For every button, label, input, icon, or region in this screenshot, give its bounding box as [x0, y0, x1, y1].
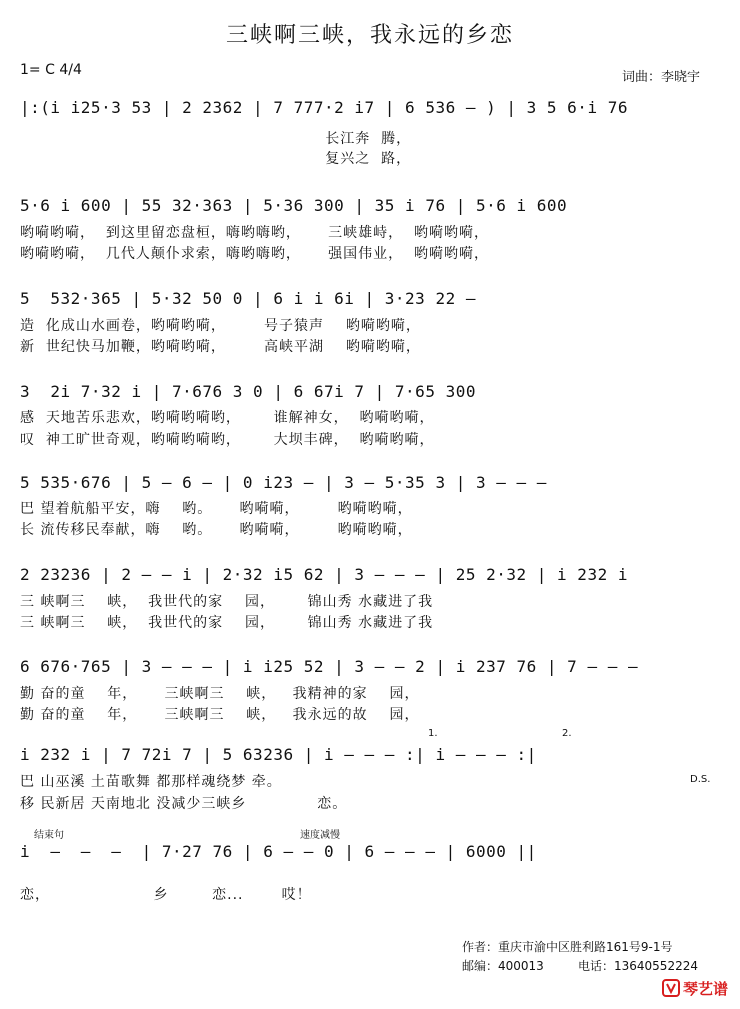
volta-2: 2. [562, 728, 572, 739]
tempo-slow-label: 速度减慢 [300, 830, 340, 841]
notation-line-8: i 232 i | 7 72i 7 | 5 63236 | i – – – :| i – – – :| [20, 745, 537, 764]
lyric-line-4b: 叹 神工旷世奇观，哟嗬哟嗬哟， 大坝丰碑， 哟嗬哟嗬， [20, 432, 435, 448]
lyric-line-9: 恋， 乡 恋... 哎！ [20, 887, 312, 903]
brand-logo [662, 978, 728, 999]
notation-line-5: 5 535·676 | 5 – 6 – | 0 i23 – | 3 – 5·35 3 | 3 – – – [20, 473, 547, 492]
lyric-line-6b: 三 峡啊三 峡， 我世代的家 园， 锦山秀 水藏进了我 [20, 615, 434, 631]
credit: 词曲：李晓宇 [621, 70, 700, 85]
key-signature: 1= C 4/4 [20, 62, 82, 78]
lyric-line-5a: 巴 望着航船平安，嗨 哟。 哟嗬嗬， 哟嗬哟嗬， [20, 501, 413, 517]
lyric-line-3a: 造 化成山水画卷，哟嗬哟嗬， 号子猿声 哟嗬哟嗬， [20, 318, 421, 334]
notation-line-9: i – – – | 7·27 76 | 6 – – 0 | 6 – – – | 6000 || [20, 842, 537, 861]
notation-line-7: 6 676·765 | 3 – – – | i i25 52 | 3 – – 2 | i 237 76 | 7 – – – [20, 657, 639, 676]
lyric-line-2b: 哟嗬哟嗬， 几代人颠仆求索，嗨哟嗨哟， 强国伟业， 哟嗬哟嗬， [20, 246, 490, 262]
lyric-line-7a: 勤 奋的童 年， 三峡啊三 峡， 我精神的家 园， [20, 686, 420, 702]
notation-line-1: |:(i i25·3 53 | 2 2362 | 7 777·2 i7 | 6 536 – ) | 3 5 6·i 76 [20, 98, 628, 117]
lyric-line-5b: 长 流传移民奉献，嗨 哟。 哟嗬嗬， 哟嗬哟嗬， [20, 522, 413, 538]
lyric-line-1a: 长江奔 腾， [20, 131, 412, 147]
postcode: 邮编：400013 [462, 959, 544, 973]
volta-1: 1. [428, 728, 438, 739]
ending-label: 结束句 [34, 830, 64, 841]
phone: 电话：13640552224 [578, 959, 698, 973]
lyric-line-4a: 感 天地苦乐悲欢，哟嗬哟嗬哟， 谁解神女， 哟嗬哟嗬， [20, 410, 435, 426]
lyric-line-2a: 哟嗬哟嗬， 到这里留恋盘桓，嗨哟嗨哟， 三峡雄峙， 哟嗬哟嗬， [20, 225, 490, 241]
song-title: 三峡啊三峡，我永远的乡恋 [225, 23, 514, 48]
notation-line-2: 5·6 i 600 | 55 32·363 | 5·36 300 | 35 i 76 | 5·6 i 600 [20, 196, 568, 215]
notation-line-4: 3 2i 7·32 i | 7·676 3 0 | 6 67i 7 | 7·65 300 [20, 382, 476, 401]
lyric-line-8b: 移 民新居 天南地北 没减少三峡乡 恋。 [20, 796, 348, 812]
brand-text: 琴艺谱 [682, 980, 728, 998]
lyric-line-3b: 新 世纪快马加鞭，哟嗬哟嗬， 高峡平湖 哟嗬哟嗬， [20, 339, 421, 355]
notation-line-3: 5 532·365 | 5·32 50 0 | 6 i i 6i | 3·23 22 – [20, 289, 476, 308]
lyric-line-7b: 勤 奋的童 年， 三峡啊三 峡， 我永远的故 园， [20, 707, 420, 723]
lyric-line-8a: 巴 山巫溪 土苗歌舞 都那样魂绕梦 牵。 [20, 774, 282, 790]
ds-mark: D.S. [690, 774, 711, 785]
lyric-line-1b: 复兴之 路， [20, 151, 412, 167]
lyric-line-6a: 三 峡啊三 峡， 我世代的家 园， 锦山秀 水藏进了我 [20, 594, 434, 610]
brand-icon [662, 979, 680, 997]
author-address: 作者：重庆市渝中区胜利路161号9-1号 [462, 940, 673, 954]
notation-line-6: 2 23236 | 2 – – i | 2·32 i5 62 | 3 – – – | 25 2·32 | i 232 i [20, 565, 628, 584]
